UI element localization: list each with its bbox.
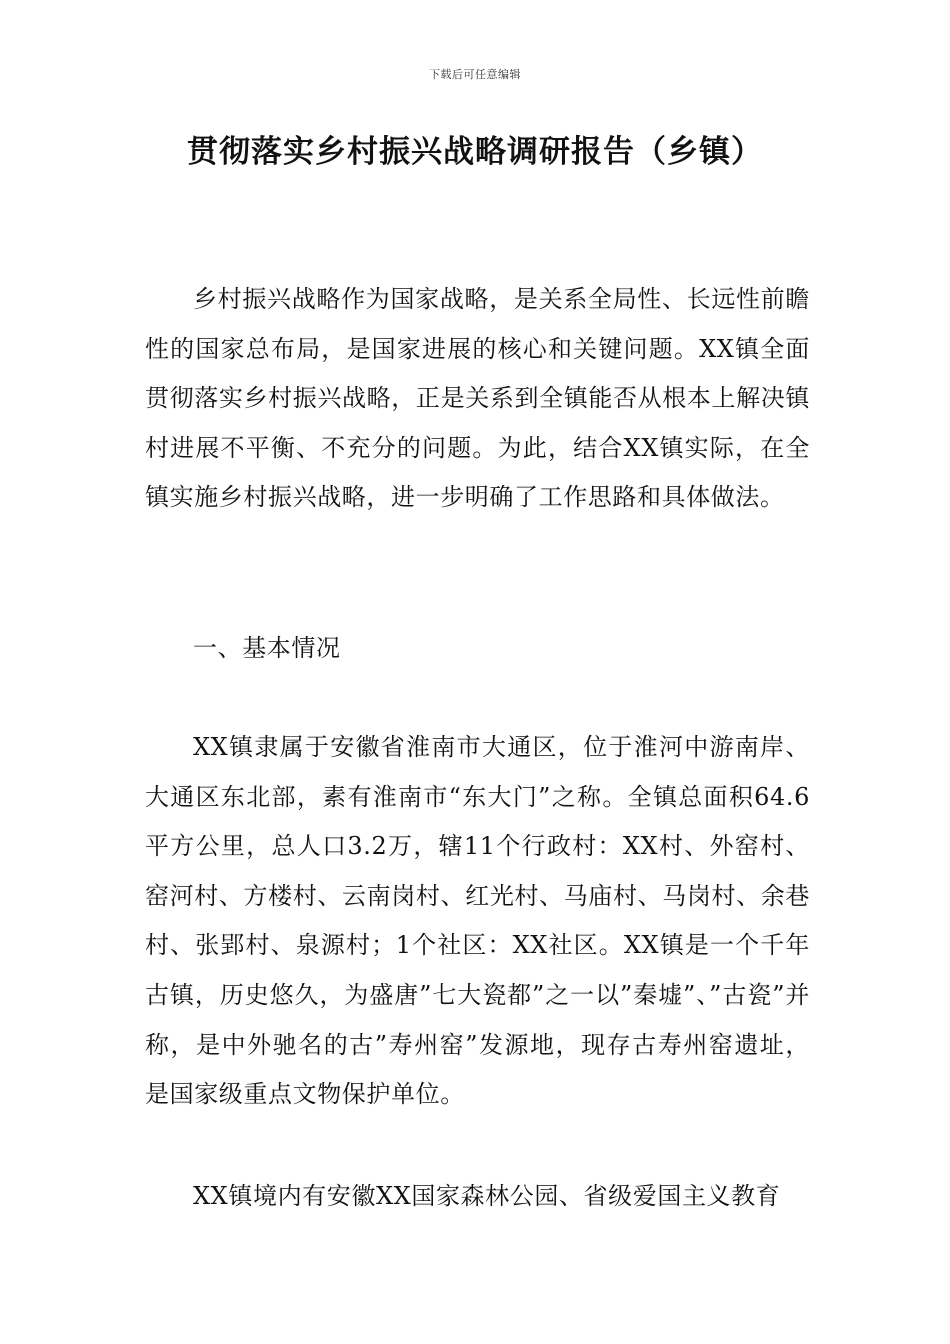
header-note: 下载后可任意编辑 — [429, 68, 521, 81]
document-title: 贯彻落实乡村振兴战略调研报告（乡镇） — [187, 134, 763, 170]
forest-paragraph: XX镇境内有安徽XX国家森林公园、省级爱国主义教育 — [193, 1182, 781, 1210]
section-heading: 一、基本情况 — [193, 634, 341, 662]
basic-info-paragraph: XX镇隶属于安徽省淮南市大通区，位于淮河中游南岸、大通区东北部，素有淮南市“东大门”之称。全镇总面积64.6平方公里，总人口3.2万，辖11个行政村：XX村、外窑村、窑河村、方楼村、云南岗村、红光村、马庙村、马岗村、余巷村、张郢村、泉源村；1个社区：XX社区。XX镇是一个千年古镇，历史悠久，为盛唐”七大瓷都”之一以”秦墟”、”古瓷”并称，是中外驰名的古”寿州窑”发源地，现存古寿州窑遗址，是国家级重点文物保护单位。 — [145, 733, 810, 1109]
intro-paragraph: 乡村振兴战略作为国家战略，是关系全局性、长远性前瞻性的国家总布局，是国家进展的核心和关键问题。XX镇全面贯彻落实乡村振兴战略，正是关系到全镇能否从根本上解决镇村进展不平衡、不充分的问题。为此，结合XX镇实际，在全镇实施乡村振兴战略，进一步明确了工作思路和具体做法。 — [145, 285, 810, 512]
